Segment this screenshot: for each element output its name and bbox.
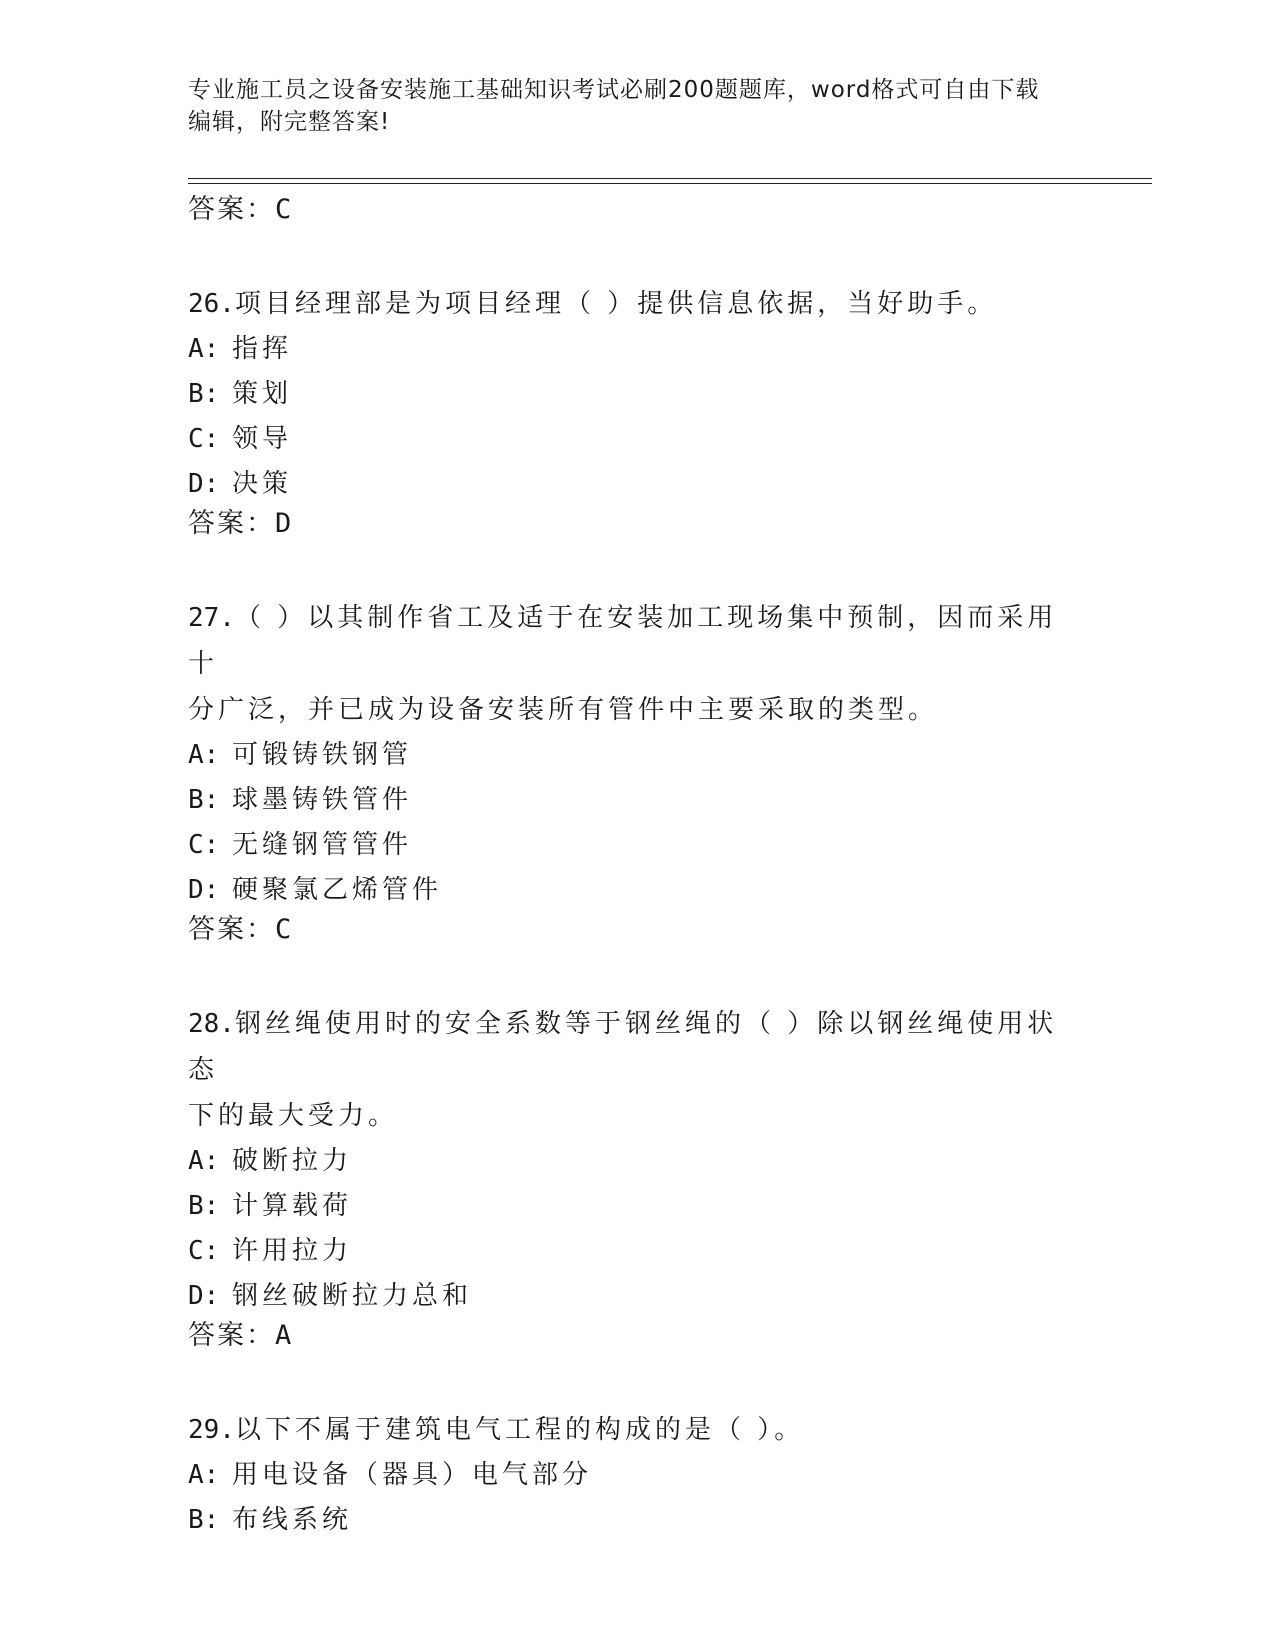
question-number: 28. [188,1009,235,1039]
option-text: 硬聚氯乙烯管件 [232,875,443,905]
answer-label: 答案： [188,1320,275,1351]
option-c [188,417,1068,462]
answer-value: C [275,914,292,945]
answer-value: D [275,508,292,539]
previous-answer [188,193,1068,227]
option-key: A: [188,740,220,770]
question-text [188,1001,1068,1093]
answer [188,913,1068,947]
header-title-line-1: 专业施工员之设备安装施工基础知识考试必刷200题题库，word格式可自由下载 [188,77,1040,103]
option-c [188,1229,1068,1274]
option-text: 许用拉力 [232,1236,353,1266]
option-key: A: [188,1146,220,1176]
answer [188,507,1068,541]
question-text-line: 以下不属于建筑电气工程的构成的是（ ）。 [234,1415,805,1445]
answer [188,1319,1068,1353]
option-a [188,733,1068,778]
option-key: C: [188,424,220,454]
question-text-line: 钢丝绳使用时的安全系数等于钢丝绳的（ ）除以钢丝绳使用状态 [188,1009,1058,1085]
option-key: A: [188,334,220,364]
question-text-line: 下的最大受力。 [188,1101,399,1131]
option-key: D: [188,875,220,905]
option-a [188,1139,1068,1184]
option-text: 领导 [232,424,293,454]
option-key: B: [188,1505,220,1535]
option-text: 计算载荷 [232,1191,353,1221]
question-28 [188,1001,1068,1353]
option-key: D: [188,1281,220,1311]
option-text: 破断拉力 [232,1146,353,1176]
option-text: 可锻铸铁钢管 [232,740,413,770]
question-number: 26. [188,289,235,319]
question-number: 27. [188,603,235,633]
option-key: A: [188,1460,220,1490]
question-26 [188,281,1068,541]
option-d [188,462,1068,507]
question-text-continued [188,1093,1068,1139]
option-d [188,868,1068,913]
question-list [188,193,1068,1543]
answer-label: 答案： [188,194,275,225]
option-key: B: [188,785,220,815]
question-text-line: 项目经理部是为项目经理（ ）提供信息依据，当好助手。 [234,289,998,319]
question-29 [188,1407,1068,1543]
header-divider-top [188,178,1152,179]
option-text: 无缝钢管管件 [232,830,413,860]
option-text: 布线系统 [232,1505,353,1535]
option-key: C: [188,830,220,860]
option-text: 指挥 [232,334,293,364]
answer-label: 答案： [188,914,275,945]
option-b [188,372,1068,417]
option-key: C: [188,1236,220,1266]
answer-value: C [275,194,292,225]
question-text [188,281,1068,327]
option-text: 决策 [232,469,293,499]
question-number: 29. [188,1415,235,1445]
option-a [188,327,1068,372]
question-text-line: （ ）以其制作省工及适于在安装加工现场集中预制，因而采用十 [188,603,1058,679]
option-b [188,1184,1068,1229]
option-d [188,1274,1068,1319]
question-27 [188,595,1068,947]
answer-value: A [275,1320,292,1351]
option-key: D: [188,469,220,499]
question-text [188,1407,1068,1453]
header-title-line-2: 编辑，附完整答案! [188,109,391,135]
option-key: B: [188,1191,220,1221]
option-text: 策划 [232,379,293,409]
answer-label: 答案： [188,508,275,539]
option-text: 球墨铸铁管件 [232,785,413,815]
option-a [188,1453,1068,1498]
option-text: 钢丝破断拉力总和 [232,1281,473,1311]
option-c [188,823,1068,868]
option-text: 用电设备（器具）电气部分 [232,1460,593,1490]
option-key: B: [188,379,220,409]
question-text [188,595,1068,687]
header-divider-bottom [188,183,1152,184]
question-text-continued [188,687,1068,733]
question-text-line: 分广泛，并已成为设备安装所有管件中主要采取的类型。 [188,695,939,725]
document-header [188,74,1068,138]
option-b [188,778,1068,823]
option-b [188,1498,1068,1543]
